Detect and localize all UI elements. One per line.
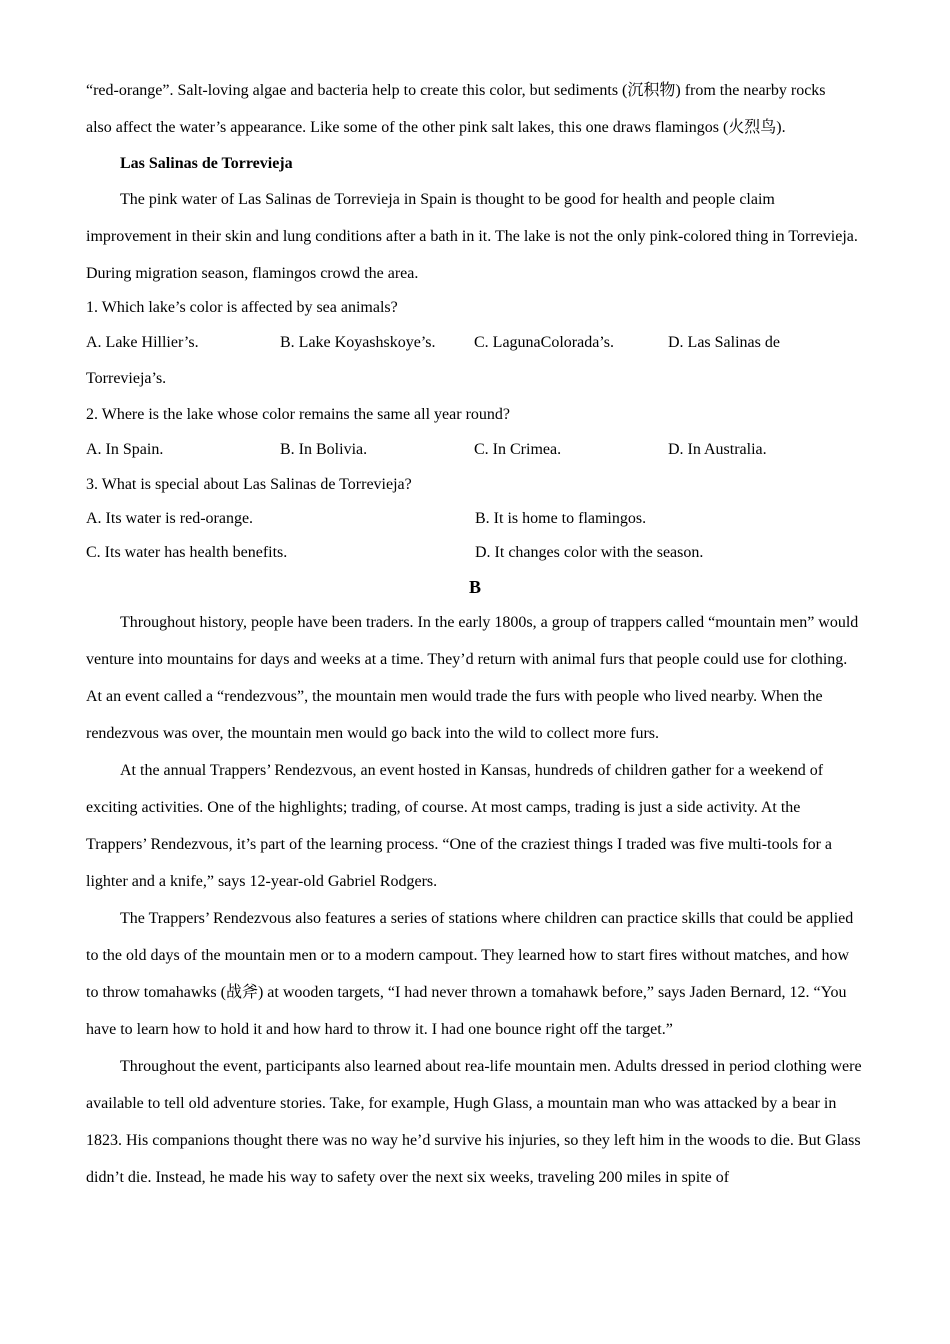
question-3-option-c: C. Its water has health benefits. xyxy=(86,544,288,561)
question-3-options-row-2 xyxy=(86,536,864,570)
question-2-stem: 2. Where is the lake whose color remains the same all year round? xyxy=(86,406,510,423)
question-2-option-c: C. In Crimea. xyxy=(474,441,562,458)
passage-b-paragraph-4: Throughout the event, participants also learned about rea-life mountain men. Adults dressed in period clothing were available to tell old adventure stories. Take, for example, Hugh Glass, a mountain man who was attacked by a bear in 1823. His companions thought there was no way he’d survive his injuries, so they left him in the woods to die. But Glass didn’t die. Instead, he made his way to safety over the next six weeks, traveling 200 miles in spite of xyxy=(86,1058,862,1186)
question-2-option-b: B. In Bolivia. xyxy=(280,441,368,458)
passage-a-heading: Las Salinas de Torrevieja xyxy=(120,155,293,172)
question-1-option-a: A. Lake Hillier’s. xyxy=(86,334,199,351)
question-2-option-a: A. In Spain. xyxy=(86,441,164,458)
passage-a-intro-line-2: also affect the water’s appearance. Like some of the other pink salt lakes, this one draws flamingos (火烈鸟). xyxy=(86,119,786,136)
passage-a-intro-line-1: “red-orange”. Salt-loving algae and bacteria help to create this color, but sediments (沉积物) from the nearby rocks xyxy=(86,82,826,99)
question-1-stem: 1. Which lake’s color is affected by sea animals? xyxy=(86,299,398,316)
passage-a-paragraph: The pink water of Las Salinas de Torrevieja in Spain is thought to be good for health and people claim improvement in their skin and lung conditions after a bath in it. The lake is not the only pink-colored thing in Torrevieja. During migration season, flamingos crowd the area. xyxy=(86,191,858,282)
question-2-options xyxy=(86,432,864,467)
question-3-stem: 3. What is special about Las Salinas de Torrevieja? xyxy=(86,476,412,493)
passage-b-paragraph-3: The Trappers’ Rendezvous also features a series of stations where children can practice skills that could be applied to the old days of the mountain men or to a modern campout. They learned how to start fires without matches, and how to throw tomahawks (战斧) at wooden targets, “I had never thrown a tomahawk before,” says Jaden Bernard, 12. “You have to learn how to hold it and how hard to throw it. I had one bounce right off the target.” xyxy=(86,910,854,1038)
question-3-option-b: B. It is home to flamingos. xyxy=(475,510,647,527)
passage-b-paragraph-1: Throughout history, people have been traders. In the early 1800s, a group of trappers called “mountain men” would venture into mountains for days and weeks at a time. They’d return with animal furs that people could use for clothing. At an event called a “rendezvous”, the mountain men would trade the furs with people who lived nearby. When the rendezvous was over, the mountain men would go back into the wild to collect more furs. xyxy=(86,614,859,742)
question-3-option-a: A. Its water is red-orange. xyxy=(86,510,254,527)
passage-b-paragraph-2: At the annual Trappers’ Rendezvous, an event hosted in Kansas, hundreds of children gather for a weekend of exciting activities. One of the highlights; trading, of course. At most camps, trading is just a side activity. At the Trappers’ Rendezvous, it’s part of the learning process. “One of the craziest things I traded was five multi-tools for a lighter and a knife,” says 12-year-old Gabriel Rodgers. xyxy=(86,762,833,890)
question-3-option-d: D. It changes color with the season. xyxy=(475,544,704,561)
document-page xyxy=(86,72,864,1196)
question-1-option-d: D. Las Salinas de xyxy=(668,334,780,351)
question-1-option-b: B. Lake Koyashskoye’s. xyxy=(280,334,436,351)
question-1-option-c: C. LagunaColorada’s. xyxy=(474,334,614,351)
question-3-options-row-1 xyxy=(86,502,864,536)
question-2-option-d: D. In Australia. xyxy=(668,441,767,458)
question-1-options xyxy=(86,325,864,360)
question-1-option-d-continuation: Torrevieja’s. xyxy=(86,370,167,387)
passage-b-label: B xyxy=(468,577,481,597)
